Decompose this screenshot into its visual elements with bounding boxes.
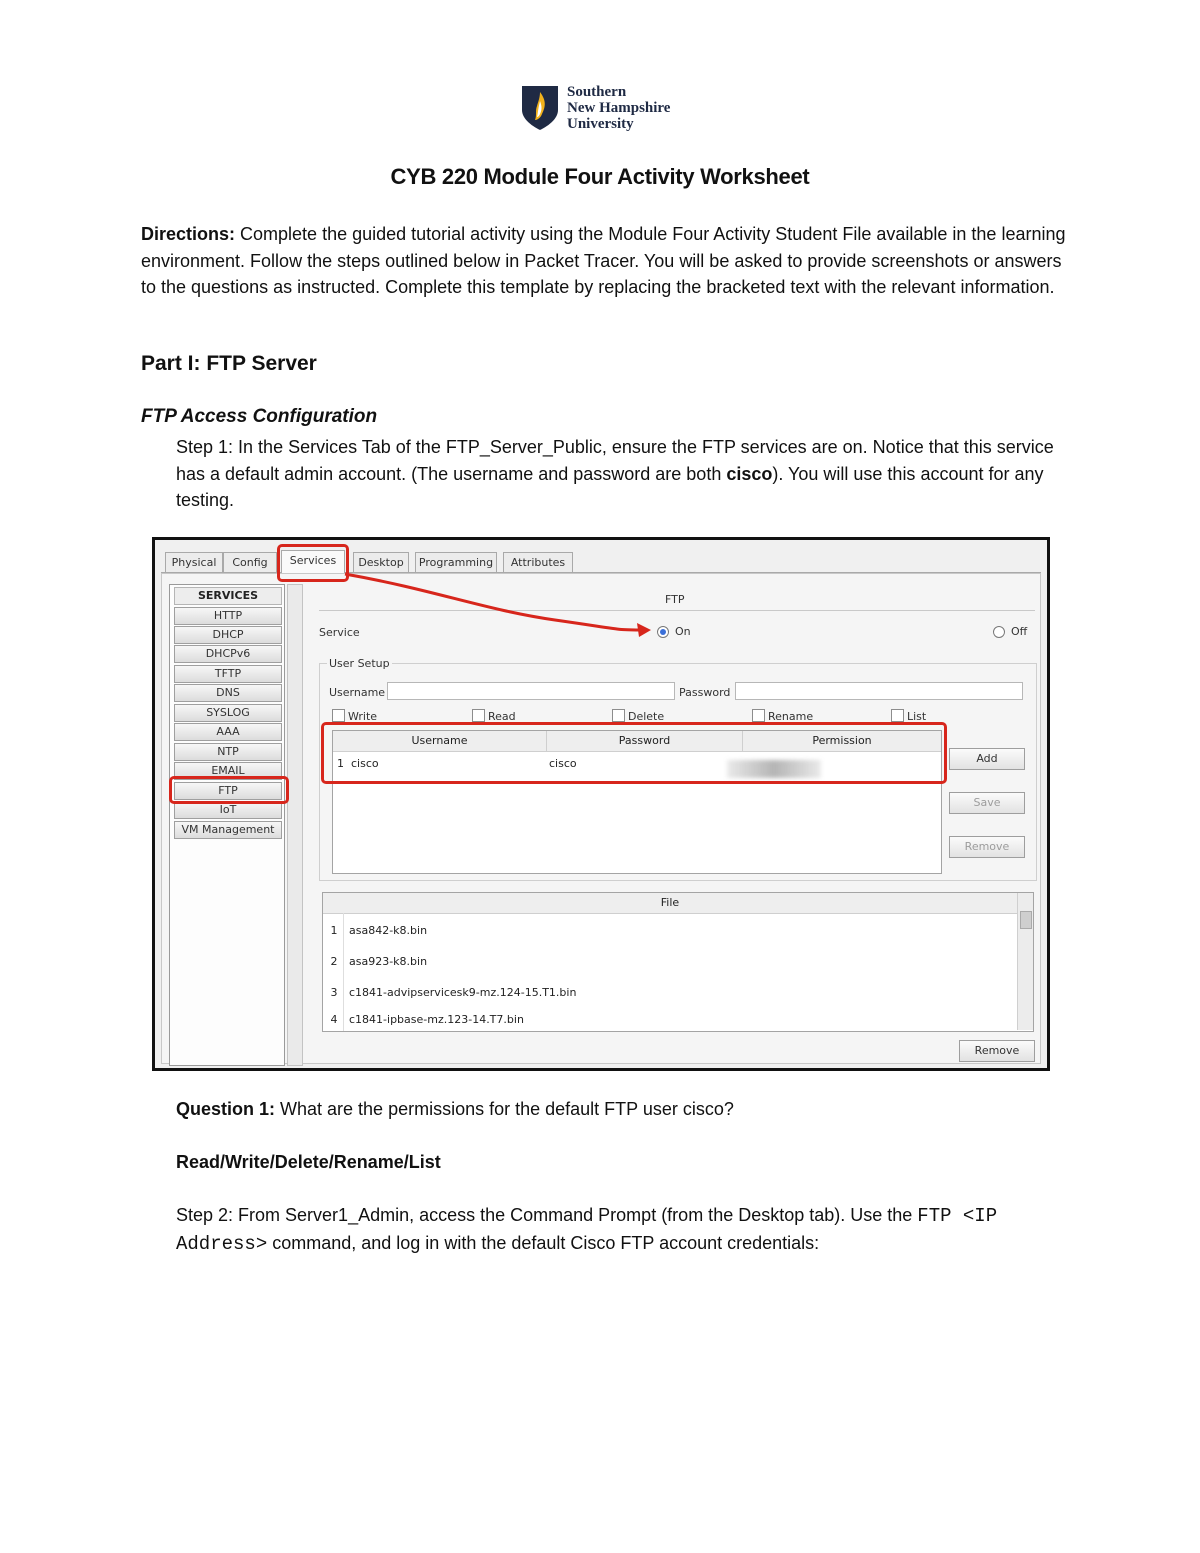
file-name: asa923-k8.bin [349,955,428,968]
user-row-password: cisco [549,757,577,770]
step-1-bold: cisco [726,463,773,484]
list-label: List [907,710,927,723]
service-dns[interactable]: DNS [174,684,282,702]
answer-1: Read/Write/Delete/Rename/List [176,1152,441,1172]
service-http[interactable]: HTTP [174,607,282,625]
file-name: asa842-k8.bin [349,924,428,937]
file-name: c1841-ipbase-mz.123-14.T7.bin [349,1013,524,1026]
tab-attributes[interactable]: Attributes [503,552,573,572]
packet-tracer-screenshot [152,537,1050,1071]
tab-physical[interactable]: Physical [165,552,223,572]
document-title: CYB 220 Module Four Activity Worksheet [390,164,810,189]
ftp-panel-title: FTP [665,593,685,606]
file-number: 3 [330,986,338,999]
question-1 [176,1096,1076,1123]
file-number: 1 [330,924,338,937]
user-table-header-permission: Permission [743,731,941,752]
step-2-text: Step 2: From Server1_Admin, access the Command Prompt (from the Desktop tab). Use the [176,1205,918,1225]
tab-programming[interactable]: Programming [415,552,497,572]
tab-desktop[interactable]: Desktop [353,552,409,572]
password-label: Password [679,686,731,699]
service-dhcp[interactable]: DHCP [174,626,282,644]
services-header: SERVICES [174,587,282,605]
section-heading: FTP Access Configuration [141,406,378,427]
save-button[interactable]: Save [949,792,1025,814]
step-2-text-end: command, and log in with the default Cisco FTP account credentials: [267,1232,820,1253]
rename-label: Rename [768,710,814,723]
service-on-label: On [675,625,691,638]
question-1-label: Question 1: [176,1099,276,1119]
file-number: 4 [330,1013,338,1026]
service-off-label: Off [1011,625,1028,638]
user-setup-label: User Setup [329,657,390,670]
service-vm-management[interactable]: VM Management [174,821,282,839]
file-table-header: File [323,893,1017,914]
step-1-text: Step 1: In the Services Tab of the FTP_Server_Public, ensure the FTP services are on. Notice that this service has a default admin account. (The username and password are both [176,437,1054,484]
read-label: Read [488,710,516,723]
delete-label: Delete [628,710,665,723]
user-table-header-password: Password [547,731,743,752]
service-ftp[interactable]: FTP [174,782,282,800]
directions-paragraph [141,221,1081,301]
user-row-username: cisco [351,757,379,770]
university-logo [520,84,690,134]
directions-label: Directions: [141,224,236,244]
user-row-number: 1 [337,757,344,770]
step-2-paragraph [176,1202,1076,1257]
service-syslog[interactable]: SYSLOG [174,704,282,722]
username-label: Username [329,686,386,699]
file-name: c1841-advipservicesk9-mz.124-15.T1.bin [349,986,577,999]
directions-text: Complete the guided tutorial activity using the Module Four Activity Student File available in the learning environment. Follow the steps outlined below in Packet Tracer. You will be asked to provide screenshots or answers to the questions as instructed. Complete this template by replacing the bracketed text with the relevant information. [141,224,1066,297]
add-button[interactable]: Add [949,748,1025,770]
service-aaa[interactable]: AAA [174,723,282,741]
red-arrow-icon [155,540,1047,1068]
remove-file-button[interactable]: Remove [959,1040,1035,1062]
tab-services[interactable]: Services [281,550,345,573]
logo-line-1: Southern [567,84,627,100]
write-label: Write [348,710,378,723]
service-tftp[interactable]: TFTP [174,665,282,683]
service-email[interactable]: EMAIL [174,762,282,780]
service-dhcpv6[interactable]: DHCPv6 [174,645,282,663]
logo-line-2: New Hampshire [567,100,671,116]
question-1-text: What are the permissions for the default FTP user cisco? [275,1099,734,1119]
service-label: Service [319,626,360,639]
logo-line-3: University [567,116,634,132]
shield-flame-icon [520,84,560,132]
service-ntp[interactable]: NTP [174,743,282,761]
user-table-header-username: Username [333,731,547,752]
remove-user-button[interactable]: Remove [949,836,1025,858]
step-2-command: FTP <IP Address> [176,1205,998,1255]
part-heading: Part I: FTP Server [141,352,317,375]
tab-config[interactable]: Config [223,552,277,572]
service-iot[interactable]: IoT [174,801,282,819]
step-1-paragraph [176,434,1076,514]
step-1-text-end: ). You will use this account for any testing. [176,463,1044,510]
file-number: 2 [330,955,338,968]
